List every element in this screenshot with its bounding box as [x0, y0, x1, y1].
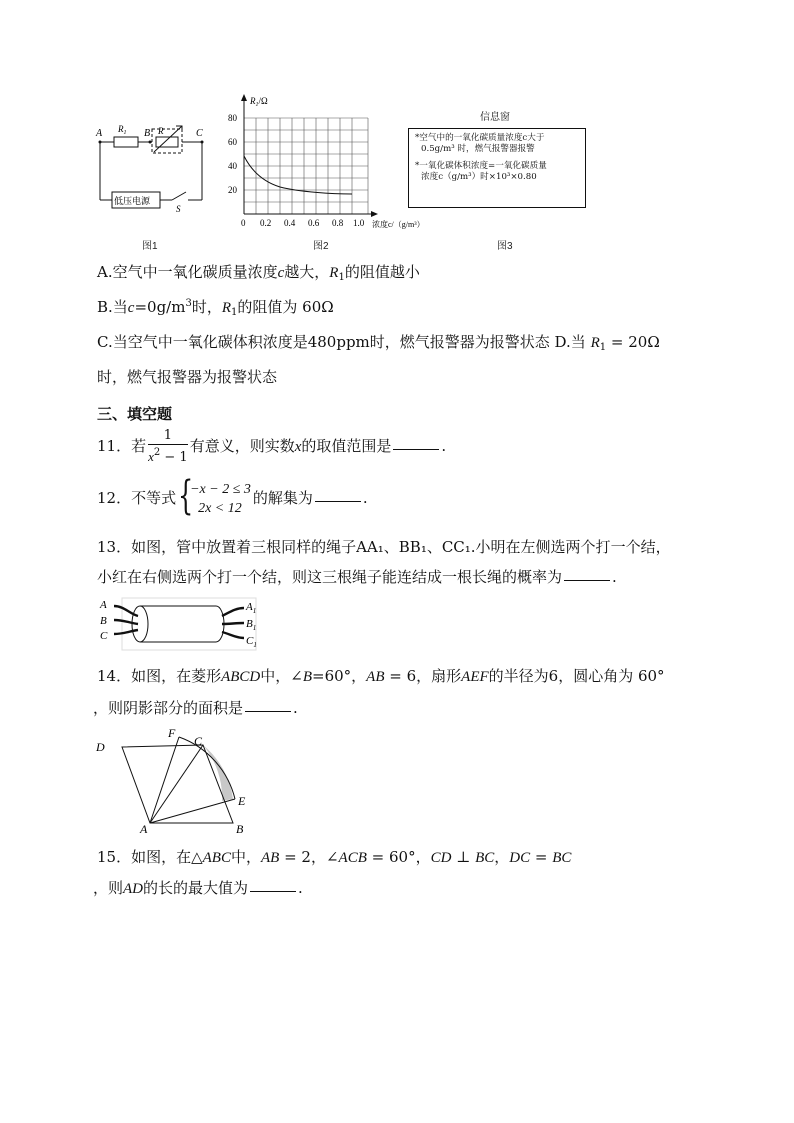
- label-A: A: [96, 128, 103, 139]
- fig3-caption: 图3: [497, 241, 513, 252]
- question-15-line-2: ，则AD的长的最大值为 .: [93, 879, 303, 897]
- ytick-20: 20: [228, 185, 237, 195]
- svg-text:A: A: [100, 599, 107, 611]
- ytick-80: 80: [228, 113, 237, 123]
- resistance-curve: [244, 156, 352, 194]
- svg-text:A: A: [140, 822, 148, 836]
- question-15-line-1: 15．如图，在△ABC中，AB = 2，∠ACB = 60°，CD ⊥ BC，DC = BC: [97, 848, 572, 866]
- option-A: A.空气中一氧化碳质量浓度c越大，$R_1$的阻值越小: [97, 263, 420, 283]
- answer-blank[interactable]: [245, 710, 291, 712]
- figure-rope-tube: [98, 594, 268, 654]
- rope-B1: [222, 623, 244, 624]
- rope-A1: [222, 608, 244, 616]
- fig2-caption: 图2: [313, 241, 329, 252]
- info-window: [408, 128, 586, 208]
- option-D-cont: 时，燃气报警器为报警状态: [97, 368, 278, 386]
- question-13-line-1: 13．如图，管中放置着三根同样的绳子AA₁、BB₁、CC₁.小明在左侧选两个打一个结，: [97, 538, 671, 556]
- svg-text:F: F: [168, 726, 176, 740]
- svg-text:B1: $B_1$: [246, 618, 257, 632]
- question-11: 11．若 $\frac{1}{x^2 - 1}$ 有意义，则实数x的取值范围是 .: [97, 428, 447, 465]
- xtick-0.8: 0.8: [332, 218, 344, 228]
- fraction: $\frac{1}{x^2 - 1}$: [148, 428, 188, 465]
- info-line-2: 0.5g/m³ 时，燃气报警器报警: [421, 144, 535, 154]
- inequality-system: { −x − 2 ≤ 3 2x < 12: [178, 473, 251, 519]
- svg-text:D: D: [96, 740, 105, 754]
- rope-C1: [222, 632, 244, 638]
- info-line-3: *一氧化碳体积浓度=一氧化碳质量: [415, 161, 547, 171]
- question-13-line-2: 小红在右侧选两个打一个结，则这三根绳子能连结成一根长绳的概率为 .: [97, 568, 617, 586]
- question-14-line-1: 14．如图，在菱形ABCD中，∠B=60°，AB = 6，扇形AEF的半径为6，圆心角为 60°: [97, 667, 665, 685]
- fig1-caption: 图1: [142, 241, 158, 252]
- question-14-line-2: ，则阴影部分的面积是 .: [93, 699, 298, 717]
- svg-text:B: B: [100, 615, 107, 627]
- y-axis-label: $R_1/\Omega$: [250, 96, 268, 108]
- answer-blank[interactable]: [250, 890, 296, 892]
- svg-text:C: C: [194, 734, 203, 748]
- ytick-60: 60: [228, 137, 237, 147]
- answer-blank[interactable]: [315, 500, 361, 502]
- svg-text:A1: $A_1$: [246, 601, 257, 615]
- rope-B: [114, 620, 138, 624]
- answer-blank[interactable]: [393, 448, 439, 450]
- label-R: R: [158, 126, 164, 136]
- label-source: 低压电源: [114, 196, 151, 206]
- section-title: 三、填空题: [97, 405, 173, 423]
- xtick-0.4: 0.4: [284, 218, 296, 228]
- ytick-40: 40: [228, 161, 237, 171]
- svg-text:E: E: [238, 794, 246, 808]
- info-line-4: 浓度c（g/m³）时×10³×0.80: [421, 172, 537, 182]
- resistor-r1: [114, 137, 138, 147]
- figure-rhombus-sector: [92, 725, 262, 837]
- option-B: B.当$c=0g/m^3$时，$R_1$的阻值为 60Ω: [97, 298, 334, 318]
- answer-blank[interactable]: [564, 579, 610, 581]
- question-12: 12．不等式 { −x − 2 ≤ 3 2x < 12 的解集为 .: [97, 473, 368, 519]
- fig3-title: 信息窗: [480, 112, 510, 123]
- xtick-0.6: 0.6: [308, 218, 320, 228]
- xtick-0: 0: [241, 218, 246, 228]
- xtick-0.2: 0.2: [260, 218, 272, 228]
- xtick-1.0: 1.0: [353, 218, 365, 228]
- figure-1-circuit: [92, 112, 222, 222]
- x-axis-label: 浓度c/（g/m³）: [372, 220, 425, 229]
- info-line-1: *空气中的一氧化碳质量浓度c大于: [415, 133, 545, 143]
- label-S: S: [176, 204, 181, 214]
- rope-C: [114, 630, 138, 634]
- resistor-r: [156, 137, 178, 147]
- label-B: B: [144, 128, 151, 139]
- svg-text:C1: $C_1$: [246, 635, 257, 649]
- option-C-D: C.当空气中一氧化碳体积浓度是480ppm时，燃气报警器为报警状态 D.当 $R_1 = 20\Omega$: [97, 333, 660, 353]
- label-R1: $R_1$: [118, 124, 127, 136]
- svg-text:C: C: [100, 630, 108, 642]
- svg-text:B: B: [236, 822, 244, 836]
- label-C: C: [196, 128, 203, 139]
